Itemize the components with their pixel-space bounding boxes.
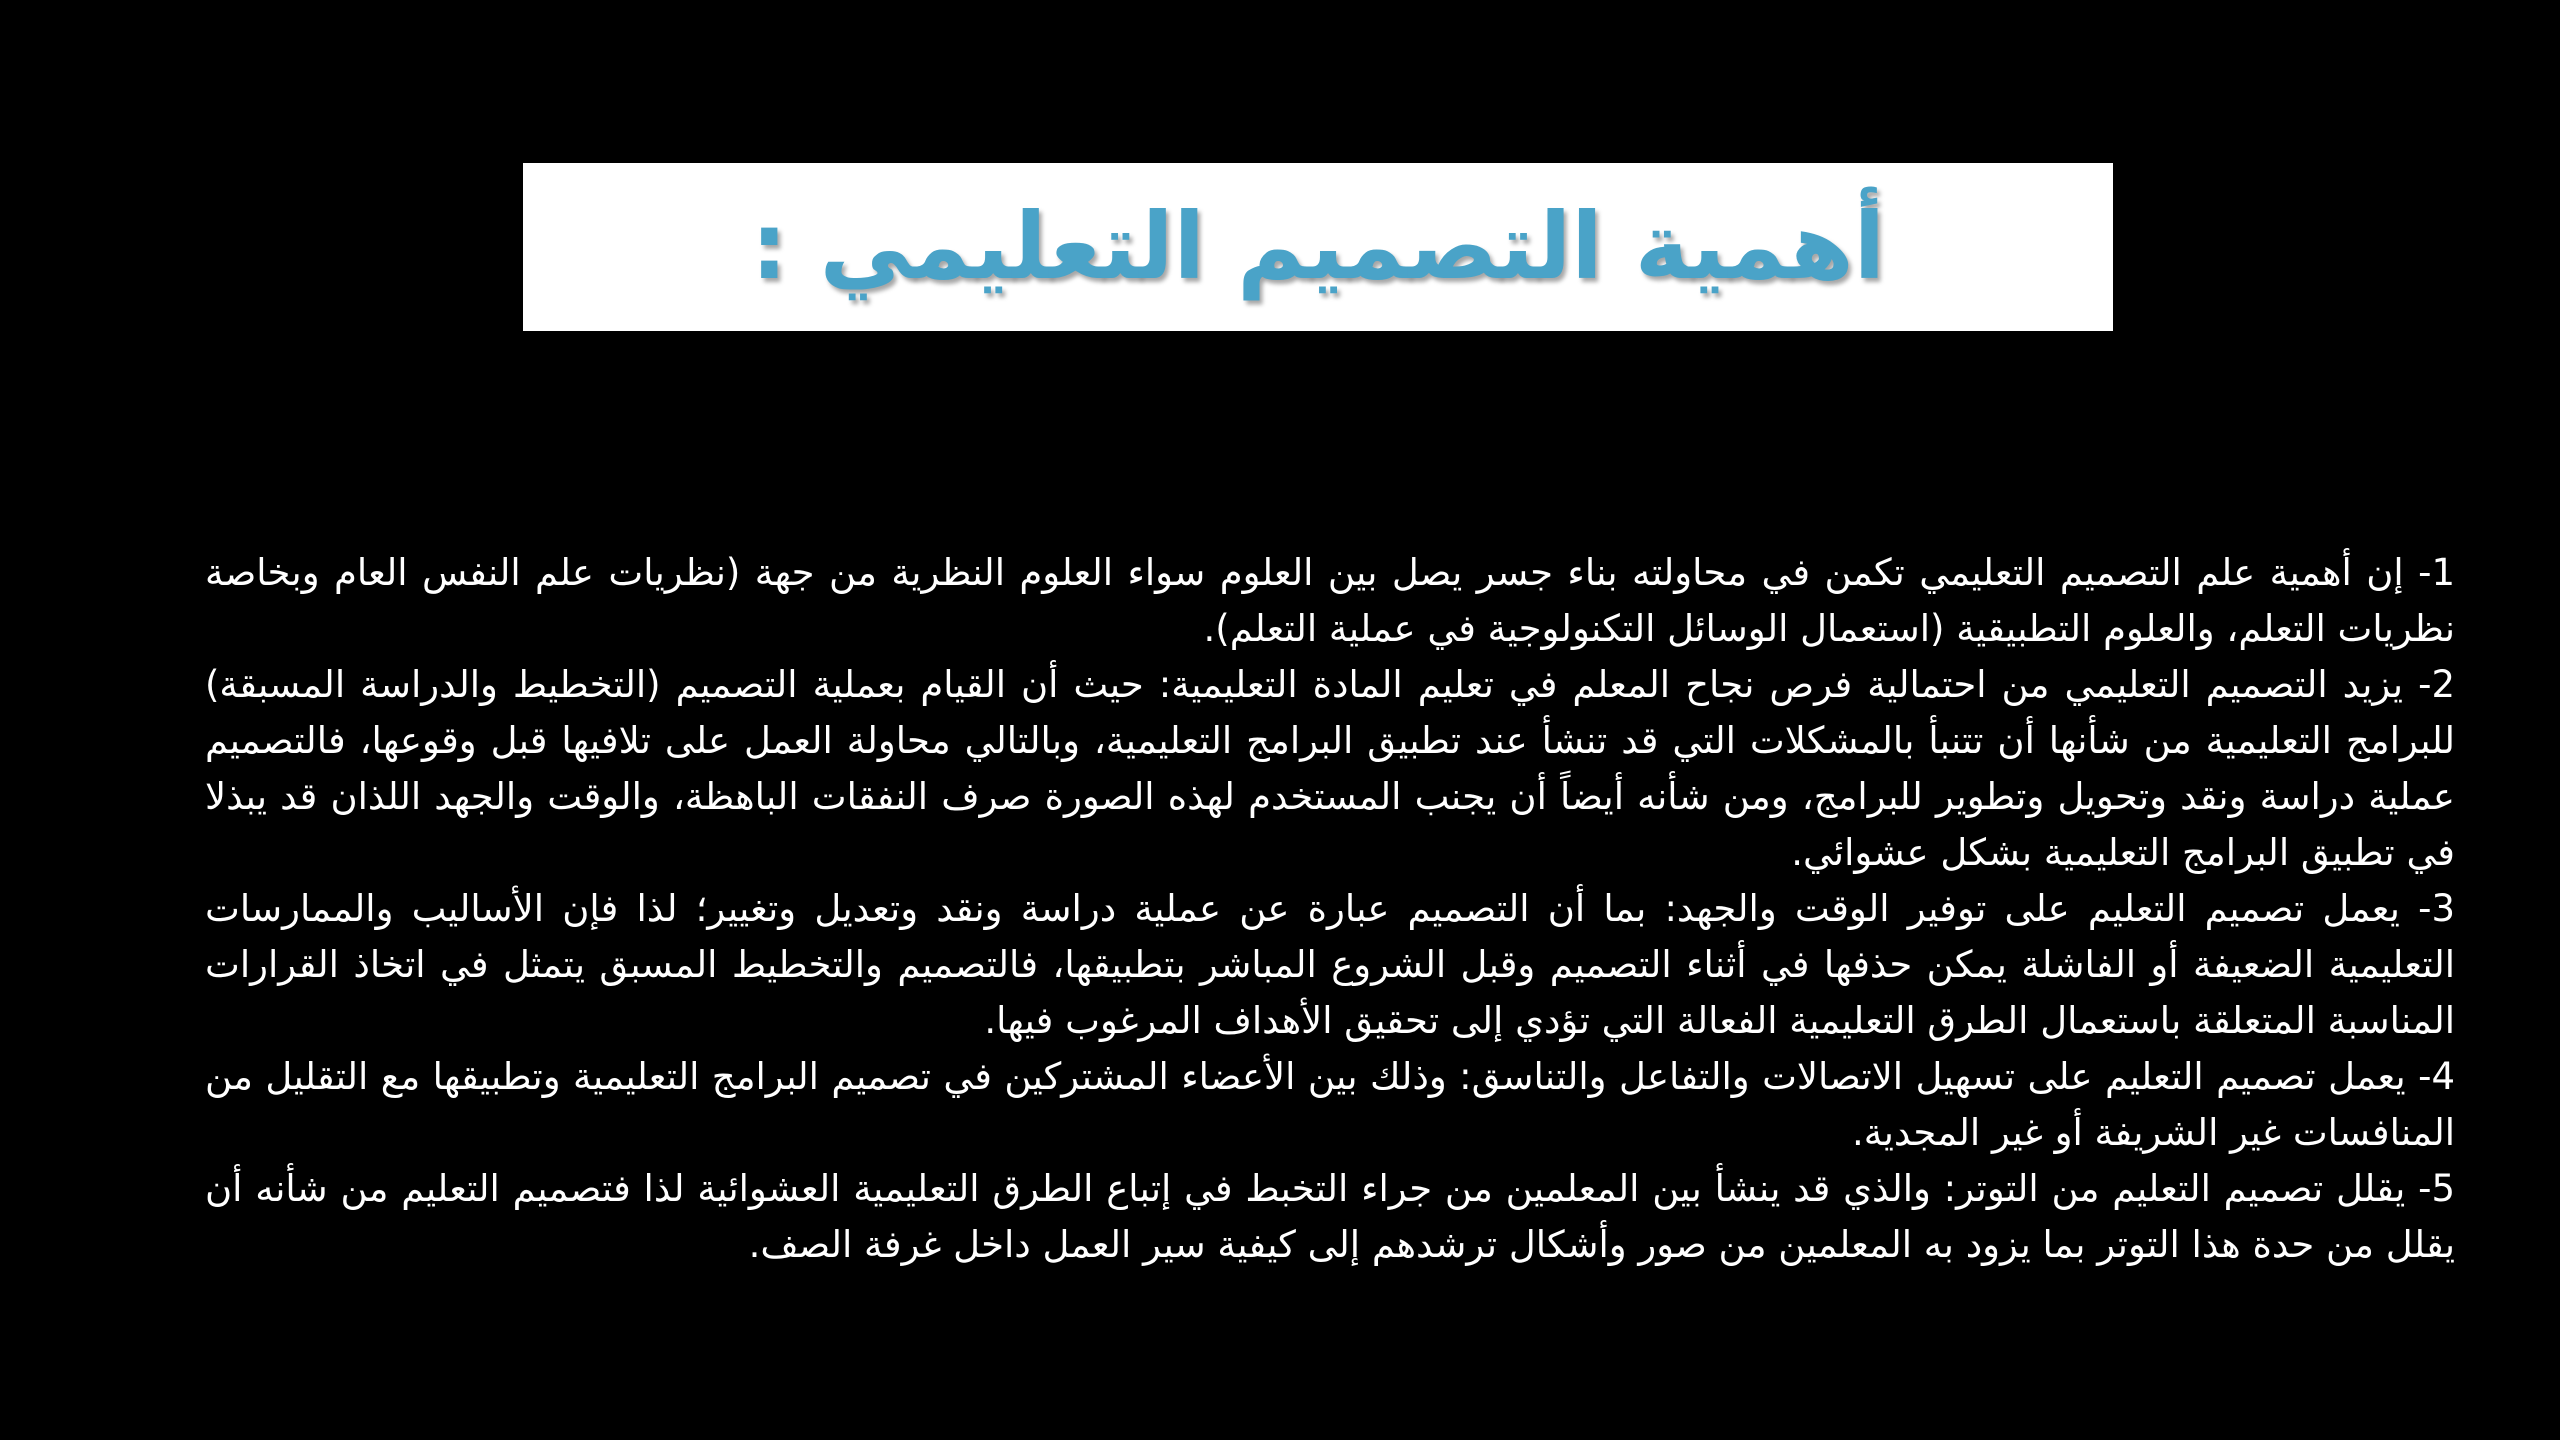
point-1: 1- إن أهمية علم التصميم التعليمي تكمن في محاولته بناء جسر يصل بين العلوم سواء العلوم النظرية من جهة (نظريات علم النفس العام وبخاصة نظريات التعلم، والعلوم التطبيقية (استعمال الوسائل التكنولوجية في عملية التعلم). (205, 551, 2455, 650)
slide-title: أهمية التصميم التعليمي : (750, 193, 1886, 300)
slide-body (205, 545, 2455, 1273)
title-box (523, 163, 2113, 331)
point-2: 2- يزيد التصميم التعليمي من احتمالية فرص نجاح المعلم في تعليم المادة التعليمية: حيث أن القيام بعملية التصميم (التخطيط والدراسة المسبقة) للبرامج التعليمية من شأنها أن تتنبأ بالمشكلات التي قد تنشأ عند تطبيق البرامج التعليمية، وبالتالي محاولة العمل على تلافيها قبل وقوعها، فالتصميم عملية دراسة ونقد وتحويل وتطوير للبرامج، ومن شأنه أيضاً أن يجنب المستخدم لهذه الصورة صرف النفقات الباهظة، والوقت والجهد اللذان قد يبذلا في تطبيق البرامج التعليمية بشكل عشوائي. (205, 663, 2455, 874)
point-5: 5- يقلل تصميم التعليم من التوتر: والذي قد ينشأ بين المعلمين من جراء التخبط في إتباع الطرق التعليمية العشوائية لذا فتصميم التعليم من شأنه أن يقلل من حدة هذا التوتر بما يزود به المعلمين من صور وأشكال ترشدهم إلى كيفية سير العمل داخل غرفة الصف. (205, 1167, 2455, 1266)
point-3: 3- يعمل تصميم التعليم على توفير الوقت والجهد: بما أن التصميم عبارة عن عملية دراسة ونقد وتعديل وتغيير؛ لذا فإن الأساليب والممارسات التعليمية الضعيفة أو الفاشلة يمكن حذفها في أثناء التصميم وقبل الشروع المباشر بتطبيقها، فالتصميم والتخطيط المسبق يتمثل في اتخاذ القرارات المناسبة المتعلقة باستعمال الطرق التعليمية الفعالة التي تؤدي إلى تحقيق الأهداف المرغوب فيها. (205, 887, 2455, 1042)
point-4: 4- يعمل تصميم التعليم على تسهيل الاتصالات والتفاعل والتناسق: وذلك بين الأعضاء المشتركين في تصميم البرامج التعليمية وتطبيقها مع التقليل من المنافسات غير الشريفة أو غير المجدية. (205, 1055, 2455, 1154)
